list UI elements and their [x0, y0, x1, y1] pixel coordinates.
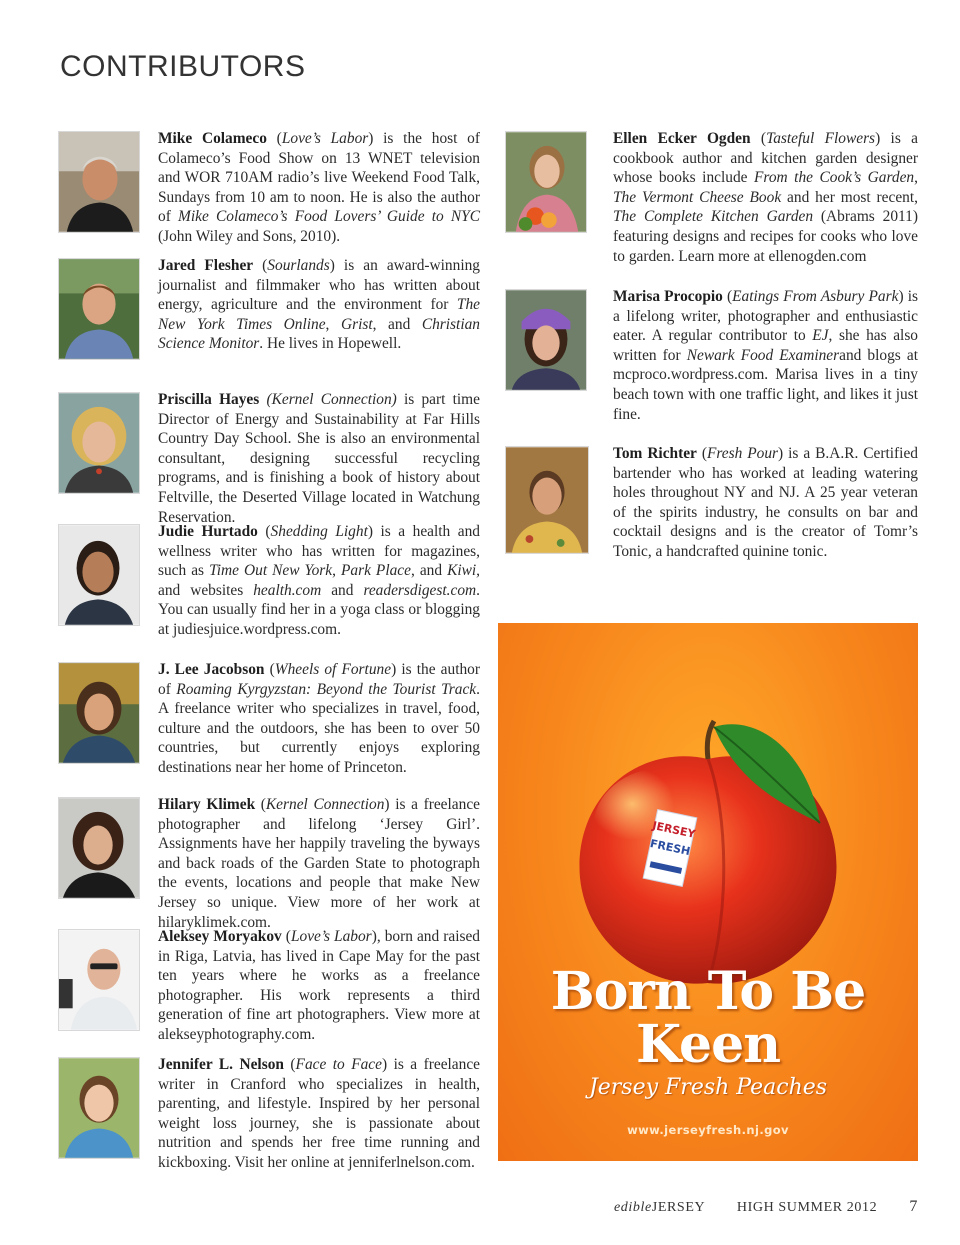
publication-title: Kiwi, — [447, 562, 480, 580]
publication-title: Kernel Connection — [265, 796, 385, 813]
ad-headline: Born To Be — [550, 961, 866, 1022]
ad-subline: Jersey Fresh Peaches — [588, 1075, 828, 1100]
portrait-icon — [506, 132, 586, 232]
publication-title: Love’s Labor — [281, 130, 369, 147]
publication-title: The Complete Kitchen Garden — [613, 208, 814, 226]
contributor-bio — [613, 287, 918, 424]
contributor-name: Priscilla Hayes — [158, 391, 260, 408]
contributor-name: Ellen Ecker Ogden — [613, 130, 751, 147]
contributor-bio — [158, 129, 480, 247]
bio-text: , and — [410, 562, 448, 580]
portrait-icon — [59, 930, 139, 1030]
portrait-icon — [506, 447, 588, 553]
bio-text: ) is an award-winning journalist and filmmaker who has written about energy, agriculture and the environment for — [158, 257, 480, 314]
contributor-photo — [58, 131, 140, 233]
footer-brand: edible — [613, 1200, 652, 1215]
portrait-icon — [59, 798, 139, 898]
page-title: CONTRIBUTORS — [60, 50, 306, 83]
ad-headline: Keen — [635, 1014, 781, 1075]
bio-text: ) is a cookbook author and kitchen garden designer whose books include — [613, 130, 918, 187]
portrait-icon — [59, 525, 139, 625]
portrait-icon — [59, 132, 139, 232]
contributor-bio — [158, 927, 480, 1045]
publication-title: The Vermont Cheese Book — [613, 188, 782, 206]
bio-text: ( — [255, 796, 266, 813]
bio-text: ( — [722, 288, 733, 305]
contributor-name: Tom Richter — [613, 445, 697, 462]
contributor-name: Hilary Klimek — [158, 796, 256, 813]
bio-text: ) is a health and wellness writer who has written for magazines, such as — [158, 523, 480, 580]
contributor-photo — [505, 446, 589, 554]
publication-title: The New York Times Online — [158, 296, 480, 333]
page-number: 7 — [909, 1198, 918, 1215]
bio-text: ) is a lifelong writer, photographer and enthusiastic eater. A regular contributor to — [613, 288, 918, 345]
bio-text: , — [914, 169, 918, 187]
contributor-name: Aleksey Moryakov — [158, 928, 282, 945]
bio-text: ( — [281, 928, 291, 945]
bio-text: , she has also written for — [613, 327, 919, 364]
bio-text: ) is a B.A.R. Certified bartender who has worked at leading watering holes throughout NY and NJ. A 25 year veteran of the spirits industry, he consults on bar and cocktail designs and is the creator of Tomr’s Tonic, a handcrafted quinine tonic. — [613, 445, 918, 560]
sticker-text: JERSEY — [651, 819, 697, 841]
page-footer — [614, 1198, 918, 1216]
bio-text: (Abrams 2011) featuring designs and recipes for cooks who love to garden. Learn more at ellenogden.com — [613, 208, 918, 265]
bio-text: . You can usually find her in a yoga class or blogging at judiesjuice.wordpress.com. — [158, 581, 480, 638]
contributor-bio — [158, 795, 480, 932]
footer-issue: HIGH SUMMER 2012 — [736, 1200, 878, 1215]
publication-title: Park Place — [341, 562, 411, 580]
bio-text: ) is the author of — [158, 661, 481, 698]
bio-text: ), born and raised in Riga, Latvia, has lived in Cape May for the past ten years where he works as a freelance photographer. His work represents a third generation of fine art photographers. View more at alekseyphotography.com. — [158, 928, 481, 1043]
contributor-bio — [158, 390, 480, 527]
contributor-bio — [613, 129, 918, 266]
portrait-icon — [506, 290, 586, 390]
bio-text: ( — [257, 523, 271, 540]
bio-text: ( — [253, 257, 268, 274]
bio-text: ( — [696, 445, 707, 462]
bio-text: (John Wiley and Sons, 2010). — [158, 227, 341, 245]
portrait-icon — [59, 393, 139, 493]
sticker-text: FRESH — [648, 836, 692, 859]
contributor-photo — [58, 524, 140, 626]
bio-text: , — [332, 562, 341, 580]
bio-text: . He lives in Hopewell. — [259, 335, 402, 353]
bio-text: . A freelance writer who specializes in travel, food, culture and the outdoors, she has been to over 50 countries, but currently enjoys exploring destinations near her home of Princeton. — [158, 680, 480, 776]
jersey-fresh-ad — [498, 623, 918, 1161]
portrait-icon — [59, 1058, 139, 1158]
publication-title: EJ — [812, 327, 829, 345]
publication-title: Grist — [340, 315, 373, 333]
bio-text: ( — [266, 130, 282, 147]
contributor-bio — [158, 522, 480, 640]
contributor-photo — [58, 392, 140, 494]
publication-title: Shedding Light — [270, 523, 368, 540]
publication-title: Wheels of Fortune — [274, 661, 392, 678]
publication-title: health.com — [253, 581, 322, 599]
publication-title: From the Cook’s Garden — [754, 169, 915, 187]
contributor-photo — [505, 289, 587, 391]
bio-text: , — [325, 315, 341, 333]
portrait-icon — [59, 259, 139, 359]
contributor-photo — [58, 797, 140, 899]
contributor-bio — [158, 660, 480, 778]
publication-title: readersdigest.com — [363, 581, 477, 599]
bio-text: , and — [372, 315, 422, 333]
publication-title: Eatings From Asbury Park — [732, 288, 899, 305]
publication-title: Roaming Kyrgyzstan: Beyond the Tourist Track — [176, 680, 477, 698]
bio-text: ( — [283, 1056, 296, 1073]
contributor-photo — [58, 258, 140, 360]
bio-text: ) is a freelance photographer and lifelong ‘Jersey Girl’. Assignments have her happily traveling the byways and back roads of the Garden State to photograph the events, locations and people that make New Jersey so unique. View more of her work at hilaryklimek.com. — [158, 796, 480, 931]
publication-title: (Kernel Connection) — [266, 391, 397, 408]
bio-text: and websites — [158, 581, 254, 599]
contributor-name: Jennifer L. Nelson — [158, 1056, 284, 1073]
publication-title: Newark Food Examiner — [686, 346, 840, 364]
contributor-bio — [613, 444, 918, 562]
publication-title: Time Out New York — [209, 562, 333, 580]
publication-title: Mike Colameco’s Food Lovers’ Guide to NYC — [178, 208, 481, 226]
publication-title: Face to Face — [295, 1056, 382, 1073]
contributor-name: J. Lee Jacobson — [158, 661, 265, 678]
publication-title: Christian Science Monitor — [158, 315, 480, 353]
contributor-photo — [505, 131, 587, 233]
ad-url: www.jerseyfresh.nj.gov — [627, 1123, 789, 1137]
bio-text: ( — [750, 130, 767, 147]
contributor-bio — [158, 256, 480, 354]
bio-text: is part time Director of Energy and Sustainability at Far Hills Country Day School. She is also an environmental consultant, designing successful recycling programs, and is finishing a book of history about Feltville, the Deserted Village located in Watchung Reservation. — [158, 391, 480, 526]
publication-title: Tasteful Flowers — [766, 130, 876, 147]
contributor-photo — [58, 662, 140, 764]
bio-text: and blogs at mcproco.wordpress.com. Marisa lives in a tiny beach town with one traffic light, and likes it just fine. — [613, 346, 918, 423]
contributor-name: Judie Hurtado — [158, 523, 258, 540]
contributor-photo — [58, 1057, 140, 1159]
bio-text: ) is a freelance writer in Cranford who specializes in health, parenting, and lifestyle. Inspired by her personal weight loss journey, she is passionate about nutrition and spends her free time running and kickboxing. Visit her online at jenniferlnelson.com. — [158, 1056, 480, 1171]
footer-brand-jersey: JERSEY — [651, 1200, 705, 1215]
publication-title: Sourlands — [267, 257, 330, 274]
contributor-name: Marisa Procopio — [613, 288, 723, 305]
contributor-bio — [158, 1055, 480, 1173]
bio-text: ) is the host of Colameco’s Food Show on 13 WNET television and WOR 710AM radio’s live Weekend Food Talk, Sundays from 10 am to noon. He is also the author of — [158, 130, 480, 226]
peach-icon — [558, 713, 858, 993]
bio-text: and her most recent, — [781, 188, 918, 206]
portrait-icon — [59, 663, 139, 763]
publication-title: Love’s Labor — [290, 928, 372, 945]
bio-text: and — [321, 581, 364, 599]
publication-title: Fresh Pour — [706, 445, 779, 462]
contributor-photo — [58, 929, 140, 1031]
contributor-name: Jared Flesher — [158, 257, 254, 274]
bio-text: ( — [264, 661, 275, 678]
contributor-name: Mike Colameco — [158, 130, 267, 147]
